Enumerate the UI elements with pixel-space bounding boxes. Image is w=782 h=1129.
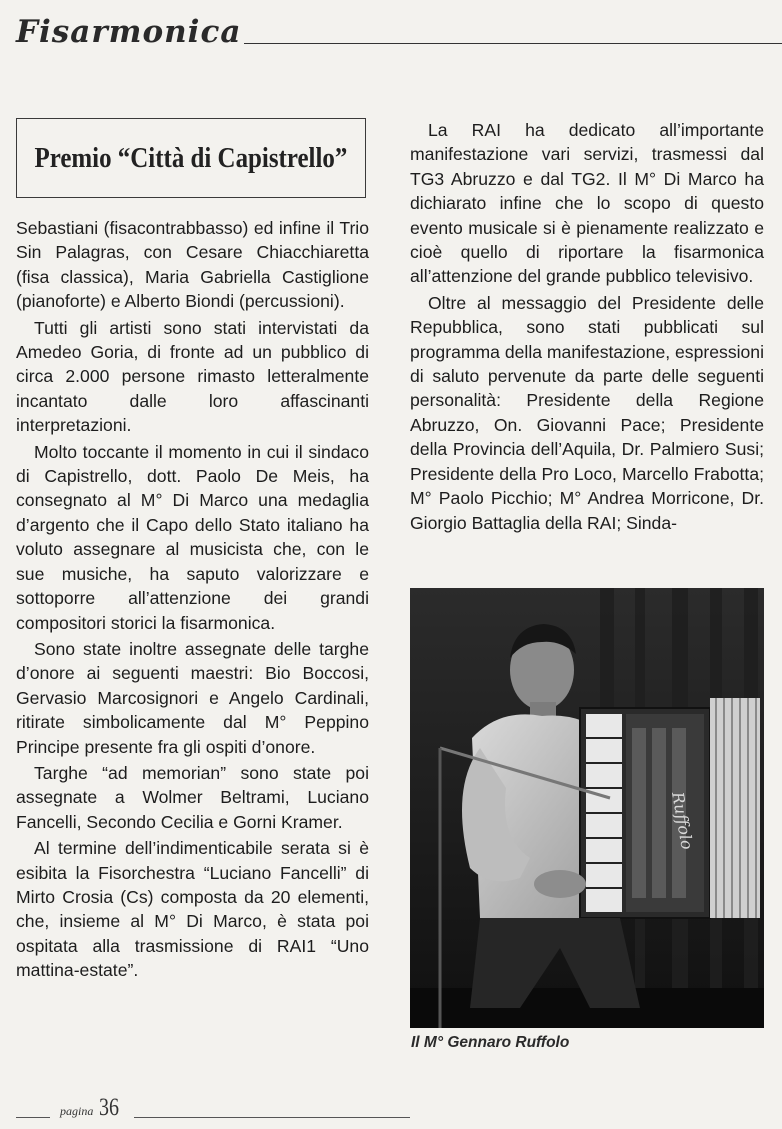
photo-caption: Il M° Gennaro Ruffolo bbox=[411, 1034, 570, 1051]
paragraph: Oltre al messaggio del Presidente delle Repubblica, sono stati pubblicati sul programma della manifestazione, espressioni di saluto pervenute da parte delle seguenti personalità: Presidente della Regione Abruzzo, On. Giovanni Pace; Presidente della Provincia dell’Aquila, Dr. Palmiero Susi; Presidente della Pro Loco, Marcello Frabotta; M° Paolo Picchio; M° Andrea Morricone, Dr. Giorgio Battaglia della RAI; Sinda- bbox=[410, 292, 765, 533]
paragraph: Sebastiani (fisacontrabbasso) ed infine il Trio Sin Palagras, con Cesare Chiacchiaretta (fisa classica), Maria Gabriella Castiglione (pianoforte) e Alberto Biondi (percussioni). bbox=[16, 218, 369, 312]
left-column bbox=[16, 216, 369, 985]
page-label: pagina bbox=[60, 1104, 94, 1118]
paragraph: Molto toccante il momento in cui il sindaco di Capistrello, dott. Paolo De Meis, ha consegnato al M° Di Marco una medaglia d’argento che il Capo dello Stato italiano ha voluto assegnare al musicista che, con le sue musiche, ha saputo valorizzare e sottoporre all’attenzione dei grandi compositori storici la fisarmonica. bbox=[16, 441, 369, 633]
paragraph: La RAI ha dedicato all’importante manifestazione vari servizi, trasmessi dal TG3 Abruzzo e dal TG2. Il M° Di Marco ha dichiarato infine che lo scopo di questo evento musicale si è pienamente realizzato e cioè quello di riportare la fisarmonica all’attenzione del grande pubblico televisivo. bbox=[410, 120, 764, 287]
footer-rule-right bbox=[134, 1117, 410, 1118]
paragraph: Al termine dell’indimenticabile serata si è esibita la Fisorchestra “Luciano Fancelli” di Mirto Crosia (Cs) composta da 20 elementi, che, insieme al M° Di Marco, è stata poi ospitata alla trasmissione di RAI1 “Uno mattina-estate”. bbox=[16, 838, 369, 981]
footer-rule-left bbox=[16, 1117, 50, 1118]
paragraph: Targhe “ad memorian” sono state poi assegnate a Wolmer Beltrami, Luciano Fancelli, Secondo Cecilia e Gorni Kramer. bbox=[16, 762, 369, 832]
article-title-box bbox=[16, 118, 366, 198]
accordionist-illustration bbox=[410, 588, 764, 1028]
header-rule bbox=[244, 43, 782, 44]
article-title: Premio “Città di Capistrello” bbox=[34, 141, 348, 174]
accordion-brand: Ruffolo bbox=[668, 790, 697, 851]
section-title: Fisarmonica bbox=[16, 14, 242, 50]
paragraph: Sono state inoltre assegnate delle targhe d’onore ai seguenti maestri: Bio Boccosi, Gervasio Marcosignori e Angelo Cardinali, ritirate simbolicamente dal M° Peppino Principe presente fra gli ospiti d’onore. bbox=[16, 638, 369, 757]
right-column bbox=[410, 118, 764, 537]
page-number: 36 bbox=[99, 1094, 119, 1121]
accordionist-photo bbox=[410, 588, 764, 1028]
paragraph: Tutti gli artisti sono stati intervistati da Amedeo Goria, di fronte ad un pubblico di circa 2.000 persone rimasto letteralmente incantato dalle loro affascinanti interpretazioni. bbox=[16, 317, 369, 436]
